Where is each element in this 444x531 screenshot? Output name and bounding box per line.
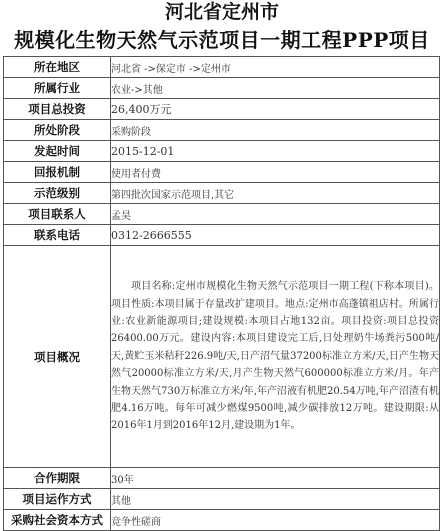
procurement-method-label: 采购社会资本方式 xyxy=(4,510,111,531)
region-value: 河北省 ->保定市 ->定州市 xyxy=(111,57,440,78)
stage-label: 所处阶段 xyxy=(4,120,111,141)
investment-value: 26,400万元 xyxy=(111,99,440,120)
operation-mode-value: 其他 xyxy=(111,489,440,510)
operation-mode-label: 项目运作方式 xyxy=(4,489,111,510)
start-date-label: 发起时间 xyxy=(4,141,111,162)
row-investment xyxy=(4,99,440,120)
investment-label: 项目总投资 xyxy=(4,99,111,120)
return-mechanism-value: 使用者付费 xyxy=(111,162,440,183)
row-demo-level xyxy=(4,183,440,204)
title-line-1: 河北省定州市 xyxy=(164,1,279,23)
demo-level-value: 第四批次国家示范项目,其它 xyxy=(111,183,440,204)
cooperation-period-label: 合作期限 xyxy=(4,468,111,489)
row-region xyxy=(4,57,440,78)
demo-level-label: 示范级别 xyxy=(4,183,111,204)
cooperation-period-value: 30年 xyxy=(111,468,440,489)
start-date-value: 2015-12-01 xyxy=(111,141,440,162)
stage-value: 采购阶段 xyxy=(111,120,440,141)
row-contact-person xyxy=(4,204,440,225)
contact-person-label: 项目联系人 xyxy=(4,204,111,225)
overview-text: 项目名称:定州市规模化生物天然气示范项目一期工程(下称本项目)。项目性质:本项目属于存量改扩建项目。地点:定州市高蓬镇祖店村。所属行业:农业新能源项目;建设规模:本项目占地132亩。项目投资:项目总投资26400.00万元。建设内容:本项目建设完工后,日处理奶牛场粪污500吨/天,黄贮玉米秸秆226.9吨/天,日产沼气量37200标准立方米/天,日产生物天然气20000标准立方米/天,月产生物天然气600000标准立方米/月。年产生物天然气730万标准立方米/年,年产沼液有机肥20.54万吨,年产沼渣有机肥4.16万吨。每年可减少燃煤9500吨,减少碳排放12万吨。建设期限:从2016年1月到2016年12月,建设期为1年。 xyxy=(111,246,440,468)
procurement-method-value: 竞争性磋商 xyxy=(111,510,440,531)
row-return-mechanism xyxy=(4,162,440,183)
row-industry xyxy=(4,78,440,99)
project-info-table xyxy=(3,56,440,531)
industry-value: 农业->其他 xyxy=(111,78,440,99)
row-operation-mode xyxy=(4,489,440,510)
contact-phone-label: 联系电话 xyxy=(4,225,111,246)
contact-phone-value: 0312-2666555 xyxy=(111,225,440,246)
row-procurement-method xyxy=(4,510,440,531)
industry-label: 所属行业 xyxy=(4,78,111,99)
row-stage xyxy=(4,120,440,141)
row-contact-phone xyxy=(4,225,440,246)
title-line-2: 规模化生物天然气示范项目一期工程PPP项目 xyxy=(14,28,430,52)
row-overview xyxy=(4,246,440,468)
region-label: 所在地区 xyxy=(4,57,111,78)
return-mechanism-label: 回报机制 xyxy=(4,162,111,183)
overview-label: 项目概况 xyxy=(4,246,111,468)
contact-person-value: 孟昊 xyxy=(111,204,440,225)
row-start-date xyxy=(4,141,440,162)
